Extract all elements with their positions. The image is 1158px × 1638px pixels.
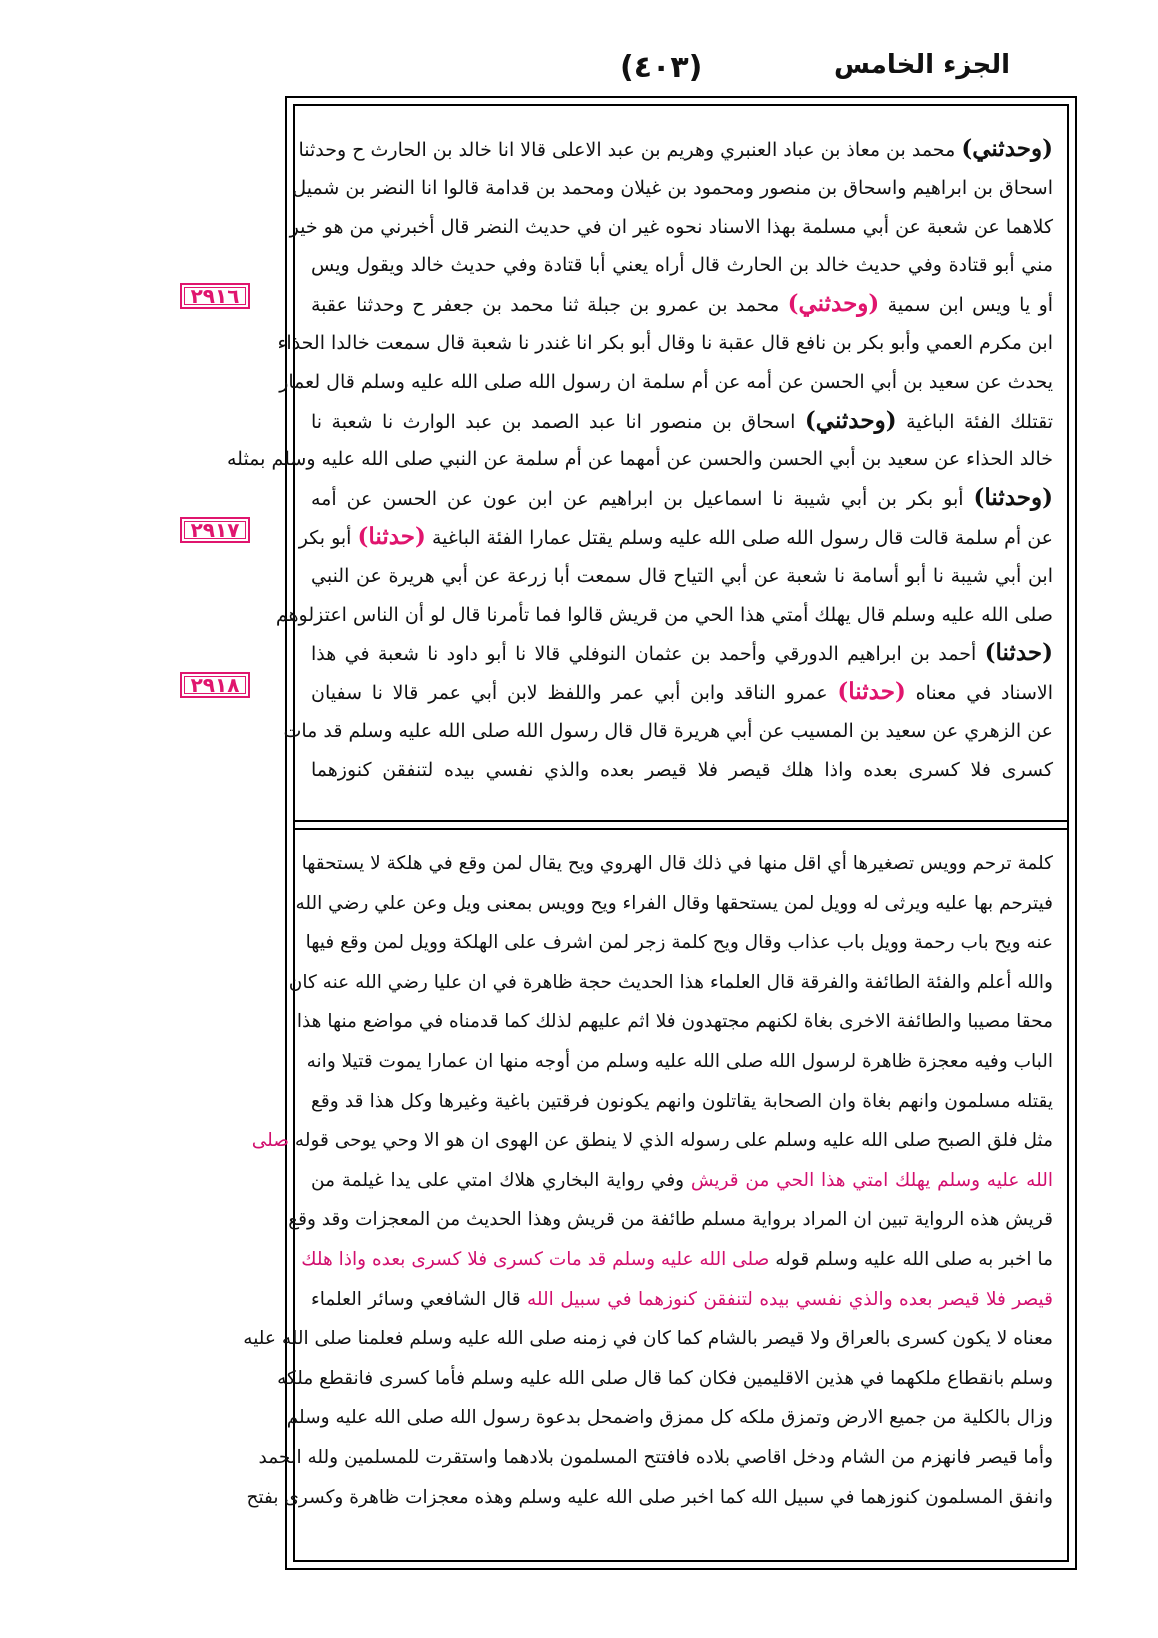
text-line <box>311 1280 1053 1320</box>
text-line: ابن أبي شيبة نا أبو أسامة نا شعبة عن أبي التياح قال سمعت أبا زرعة عن أبي هريرة عن النبي <box>311 564 1053 587</box>
text-line: معناه لا يكون كسرى بالعراق ولا قيصر بالشام كما كان في زمنه صلى الله عليه وسلم فعلمنا صلى الله عليه <box>243 1328 1053 1350</box>
line-text: أحمد بن ابراهيم الدورقي وأحمد بن عثمان النوفلي قالا نا أبو داود نا شعبة في هذا <box>311 643 977 666</box>
text-line <box>311 402 1053 441</box>
quoted-hadith: قيصر فلا قيصر بعده والذي نفسي بيده لتنفقن كنوزهما في سبيل الله <box>526 1288 1053 1310</box>
text-line: عنه ويح باب رحمة وويل باب عذاب وقال ويح كلمة زجر لمن اشرف على الهلكة وويل لمن وقع فيها <box>305 932 1053 954</box>
text-line <box>311 1161 1053 1201</box>
chain-word: (وحدثنا) <box>973 484 1053 512</box>
line-text: تقتلك الفئة الباغية <box>906 410 1054 433</box>
chain-word: (وحدثني) <box>804 406 897 434</box>
line-text: عن أم سلمة قالت قال رسول الله صلى الله عليه وسلم يقتل عمارا الفئة الباغية <box>431 526 1053 549</box>
text-line <box>298 130 1053 169</box>
text-line: مني أبو قتادة وفي حديث خالد بن الحارث قال أراه يعني أبا قتادة وفي حديث خالد ويقول ويس <box>311 254 1053 277</box>
quoted-hadith: الله عليه وسلم يهلك امتي هذا الحي من قريش <box>690 1169 1053 1191</box>
line-text: أبو بكر <box>298 526 352 549</box>
chain-word: (حدثنا) <box>357 522 426 550</box>
hadith-number-badge: ٢٩١٧ <box>180 517 250 543</box>
text-line: والله أعلم والفئة الطائفة والفرقة قال العلماء هذا الحديث حجة ظاهرة في ان عليا رضي الله عنه كان <box>288 971 1053 993</box>
commentary-text <box>243 844 1053 1517</box>
line-text: ما اخبر به صلى الله عليه وسلم قوله <box>775 1248 1053 1270</box>
line-text: أو يا ويس ابن سمية <box>887 294 1054 317</box>
text-line: ابن مكرم العمي وأبو بكر بن نافع قال عقبة نا وقال أبو بكر انا غندر نا شعبة قال سمعت خالدا الحذاء <box>277 331 1053 354</box>
text-line: الباب وفيه معجزة ظاهرة لرسول الله صلى الله عليه وسلم من أوجه منها ان عمارا يموت قتيلا وانه <box>306 1050 1053 1072</box>
line-text: أبو بكر بن أبي شيبة نا اسماعيل بن ابراهيم عن ابن عون عن الحسن عن أمه <box>311 488 964 511</box>
text-line <box>311 285 1053 324</box>
volume-title: الجزء الخامس <box>834 50 1010 80</box>
text-line: كلمة ترحم وويس تصغيرها أي اقل منها في ذلك قال الهروي ويح يقال لمن وقع في هلكة لا يستحقها <box>301 853 1053 874</box>
chain-word: (وحدثني) <box>787 290 880 318</box>
hadith-number-badge: ٢٩١٨ <box>180 672 250 698</box>
chain-word: (وحدثني) <box>961 135 1053 162</box>
text-line: عن الزهري عن سعيد بن المسيب عن أبي هريرة قال قال رسول الله صلى الله عليه وسلم قد مات <box>283 719 1053 742</box>
text-line <box>311 634 1053 673</box>
text-line: صلى الله عليه وسلم قال يهلك أمتي هذا الحي من قريش قالوا فما تأمرنا قال لو أن الناس اعتزلوهم <box>275 603 1053 626</box>
text-line: وأما قيصر فانهزم من الشام ودخل اقاصي بلاده فافتتح المسلمون بلادهما واستقرت للمسلمين ولله الحمد <box>258 1446 1053 1468</box>
text-line: اسحاق بن ابراهيم واسحاق بن منصور ومحمود بن غيلان ومحمد بن قدامة قالوا انا النضر بن شميل <box>292 176 1053 199</box>
line-text: قال الشافعي وسائر العلماء <box>311 1288 521 1310</box>
text-line <box>311 673 1053 712</box>
page-header <box>290 50 1050 90</box>
text-line: خالد الحذاء عن سعيد بن أبي الحسن والحسن عن أمهما عن أم سلمة عن النبي صلى الله عليه وسلم بمثله <box>226 448 1053 471</box>
line-text: محمد بن عمرو بن جبلة ثنا محمد بن جعفر ح وحدثنا عقبة <box>311 294 780 317</box>
page-number: (٤٠٣) <box>620 50 703 85</box>
text-frame <box>226 96 1077 1570</box>
line-text: الاسناد في معناه <box>915 682 1053 705</box>
chain-word: (حدثنا) <box>984 639 1053 667</box>
hadith-number-badge: ٢٩١٦ <box>180 283 250 309</box>
text-frame-inner <box>226 104 1069 1562</box>
line-text: وفي رواية البخاري هلاك امتي على يدا غيلمة من <box>311 1169 685 1191</box>
text-line <box>301 1240 1053 1280</box>
text-line: وسلم بانقطاع ملكهما في هذين الاقليمين فكان كما قال صلى الله عليه وسلم فأما كسرى فانقطع ملكه <box>277 1367 1053 1389</box>
chain-word: (حدثنا) <box>837 678 906 706</box>
quoted-hadith: صلى <box>251 1130 290 1152</box>
line-text: عمرو الناقد وابن أبي عمر واللفظ لابن أبي عمر قالا نا سفيان <box>311 682 828 705</box>
section-divider <box>295 820 1067 830</box>
text-line: وانفق المسلمون كنوزهما في سبيل الله كما اخبر صلى الله عليه وسلم وهذه معجزات ظاهرة وكسرى بفتح <box>246 1486 1053 1508</box>
line-text: محمد بن معاذ بن عباد العنبري وهريم بن عبد الاعلى قالا انا خالد بن الحارث ح وحدثنا <box>298 139 956 161</box>
hadith-text <box>226 130 1054 790</box>
line-text: مثل فلق الصبح صلى الله عليه وسلم على رسوله الذي لا ينطق عن الهوى ان هو الا وحي يوحى قوله <box>294 1130 1053 1152</box>
text-line: كسرى فلا كسرى بعده واذا هلك قيصر فلا قيصر بعده والذي نفسي بيده لتنفقن كنوزهما <box>311 758 1053 781</box>
quoted-hadith: صلى الله عليه وسلم قد مات كسرى فلا كسرى بعده واذا هلك <box>301 1248 770 1270</box>
text-line <box>311 479 1053 518</box>
text-line: قريش هذه الرواية تبين ان المراد برواية مسلم طائفة من قريش وهذا الحديث من المعجزات وقد وقع <box>288 1209 1053 1231</box>
text-line: يقتله مسلمون وانهم بغاة وان الصحابة يقاتلون وانهم يكونون فرقتين باغية وغيرها وكل هذا قد وقع <box>311 1090 1053 1112</box>
text-line <box>251 1121 1053 1161</box>
text-line: كلاهما عن شعبة عن أبي مسلمة بهذا الاسناد نحوه غير ان في حديث النضر قال أخبرني من هو خير <box>289 215 1053 238</box>
line-text: اسحاق بن منصور انا عبد الصمد بن عبد الوارث نا شعبة نا <box>311 410 796 433</box>
text-line: فيترحم بها عليه ويرثى له وويل لمن يستحقها وقال الفراء ويح وويس بمعنى ويل وعن علي رضي الله <box>295 892 1053 914</box>
text-line: محقا مصيبا والطائفة الاخرى بغاة لكنهم مجتهدون فلا اثم عليهم لذلك كما قدمناه في مواضع منها هذا <box>296 1011 1053 1033</box>
text-line: يحدث عن سعيد بن أبي الحسن عن أمه عن أم سلمة ان رسول الله صلى الله عليه وسلم قال لعمار <box>279 370 1053 393</box>
text-line <box>298 518 1053 557</box>
text-line: وزال بالكلية من جميع الارض وتمزق ملكه كل ممزق واضمحل بدعوة رسول الله صلى الله عليه وسلم <box>286 1407 1053 1429</box>
